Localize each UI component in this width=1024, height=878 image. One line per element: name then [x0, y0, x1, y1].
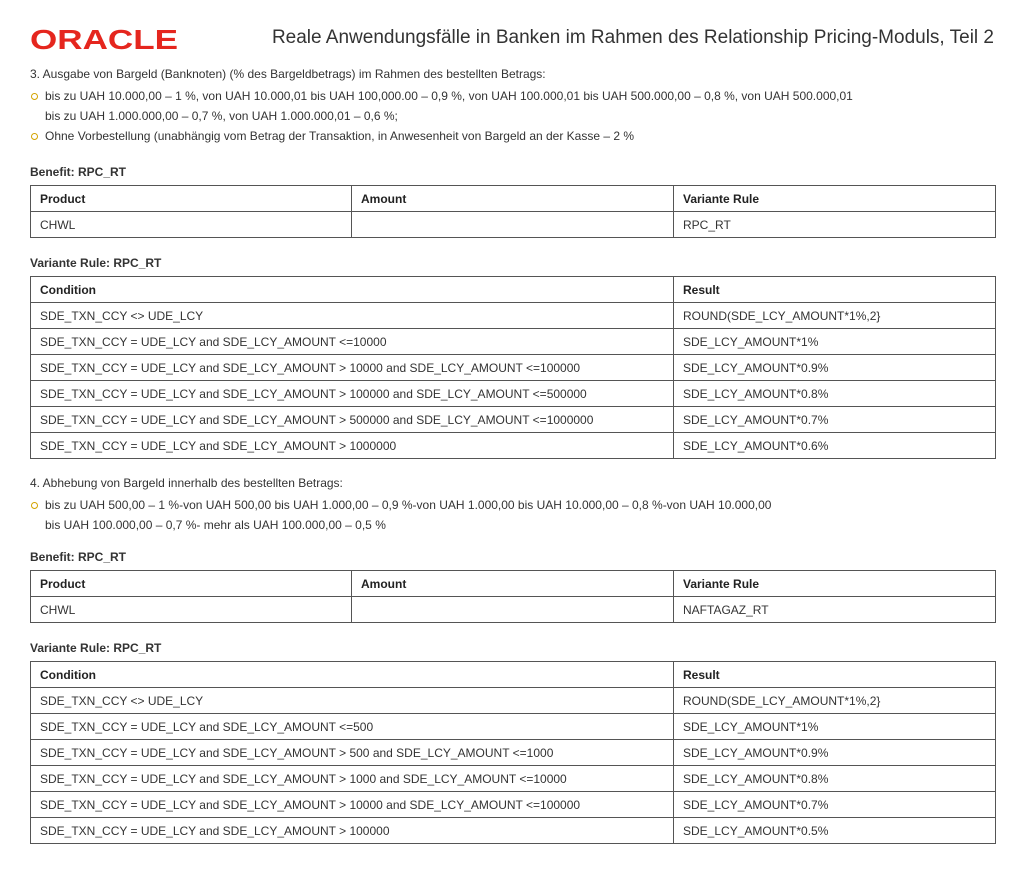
condition-cell: SDE_TXN_CCY = UDE_LCY and SDE_LCY_AMOUNT > 10000 and SDE_LCY_AMOUNT <=100000 [31, 792, 674, 818]
column-header: Condition [31, 277, 674, 303]
bullet-text: bis zu UAH 500,00 – 1 %-von UAH 500,00 bis UAH 1.000,00 – 0,9 %-von UAH 1.000,00 bis UAH 10.000,00 – 0,8 %-von UAH 10.000,00 [45, 498, 772, 512]
benefit-title: Benefit: RPC_RT [30, 550, 127, 564]
result-cell: SDE_LCY_AMOUNT*0.7% [674, 792, 996, 818]
column-header: Condition [31, 662, 674, 688]
bullet-circle-icon [31, 93, 38, 100]
column-header: Result [674, 662, 996, 688]
table-row [31, 355, 996, 381]
table-row [31, 792, 996, 818]
table-row [31, 597, 996, 623]
result-cell: SDE_LCY_AMOUNT*1% [674, 714, 996, 740]
table-row [31, 766, 996, 792]
result-cell: ROUND(SDE_LCY_AMOUNT*1%,2} [674, 303, 996, 329]
column-header: Variante Rule [674, 571, 996, 597]
table-header-row [31, 571, 996, 597]
rule-title: Variante Rule: RPC_RT [30, 641, 162, 655]
table-row [31, 818, 996, 844]
table-header-row [31, 277, 996, 303]
list-item [30, 86, 995, 126]
rule-title: Variante Rule: RPC_RT [30, 256, 162, 270]
bullet-text: bis UAH 100.000,00 – 0,7 %- mehr als UAH 100.000,00 – 0,5 % [45, 518, 386, 532]
section-3-bullets [30, 86, 995, 146]
list-item [30, 495, 995, 535]
condition-cell: SDE_TXN_CCY = UDE_LCY and SDE_LCY_AMOUNT > 1000 and SDE_LCY_AMOUNT <=10000 [31, 766, 674, 792]
condition-cell: SDE_TXN_CCY <> UDE_LCY [31, 303, 674, 329]
condition-cell: SDE_TXN_CCY = UDE_LCY and SDE_LCY_AMOUNT <=500 [31, 714, 674, 740]
bullet-text: Ohne Vorbestellung (unabhängig vom Betrag der Transaktion, in Anwesenheit von Bargeld an der Kasse – 2 % [45, 129, 635, 143]
bullet-circle-icon [31, 502, 38, 509]
column-header: Amount [352, 186, 674, 212]
bullet-text: bis zu UAH 1.000.000,00 – 0,7 %, von UAH 1.000.000,01 – 0,6 %; [45, 109, 398, 123]
table-row [31, 407, 996, 433]
column-header: Product [31, 186, 352, 212]
table-row [31, 212, 996, 238]
column-header: Product [31, 571, 352, 597]
bullet-text: bis zu UAH 10.000,00 – 1 %, von UAH 10.000,01 bis UAH 100,000.00 – 0,9 %, von UAH 100.000,01 bis UAH 500.000,00 – 0,8 %, von UAH 500.000,01 [45, 89, 853, 103]
table-cell [352, 597, 674, 623]
oracle-logo-mark [30, 24, 180, 54]
condition-cell: SDE_TXN_CCY = UDE_LCY and SDE_LCY_AMOUNT > 500 and SDE_LCY_AMOUNT <=1000 [31, 740, 674, 766]
condition-cell: SDE_TXN_CCY = UDE_LCY and SDE_LCY_AMOUNT > 10000 and SDE_LCY_AMOUNT <=100000 [31, 355, 674, 381]
bullet-circle-icon [31, 133, 38, 140]
benefit-title: Benefit: RPC_RT [30, 165, 127, 179]
svg-text:ORACLE: ORACLE [30, 24, 178, 54]
list-item [30, 126, 995, 146]
result-cell: SDE_LCY_AMOUNT*0.7% [674, 407, 996, 433]
rule-table [30, 276, 996, 459]
section-3-heading: 3. Ausgabe von Bargeld (Banknoten) (% des Bargeldbetrags) im Rahmen des bestellten Betrags: [30, 67, 546, 81]
table-row [31, 303, 996, 329]
result-cell: ROUND(SDE_LCY_AMOUNT*1%,2} [674, 688, 996, 714]
table-cell: CHWL [31, 597, 352, 623]
table-row [31, 433, 996, 459]
oracle-logo [30, 24, 180, 54]
result-cell: SDE_LCY_AMOUNT*0.8% [674, 766, 996, 792]
table-row [31, 381, 996, 407]
section-4-bullets [30, 495, 995, 535]
benefit-table [30, 570, 996, 623]
condition-cell: SDE_TXN_CCY = UDE_LCY and SDE_LCY_AMOUNT <=10000 [31, 329, 674, 355]
table-row [31, 329, 996, 355]
condition-cell: SDE_TXN_CCY <> UDE_LCY [31, 688, 674, 714]
result-cell: SDE_LCY_AMOUNT*1% [674, 329, 996, 355]
result-cell: SDE_LCY_AMOUNT*0.8% [674, 381, 996, 407]
table-row [31, 714, 996, 740]
table-cell [352, 212, 674, 238]
table-header-row [31, 186, 996, 212]
result-cell: SDE_LCY_AMOUNT*0.9% [674, 355, 996, 381]
result-cell: SDE_LCY_AMOUNT*0.6% [674, 433, 996, 459]
section-4-heading: 4. Abhebung von Bargeld innerhalb des bestellten Betrags: [30, 476, 343, 490]
page-title: Reale Anwendungsfälle in Banken im Rahmen des Relationship Pricing-Moduls, Teil 2 [271, 27, 994, 48]
condition-cell: SDE_TXN_CCY = UDE_LCY and SDE_LCY_AMOUNT > 100000 and SDE_LCY_AMOUNT <=500000 [31, 381, 674, 407]
benefit-table [30, 185, 996, 238]
result-cell: SDE_LCY_AMOUNT*0.9% [674, 740, 996, 766]
column-header: Amount [352, 571, 674, 597]
table-cell: NAFTAGAZ_RT [674, 597, 996, 623]
table-cell: CHWL [31, 212, 352, 238]
condition-cell: SDE_TXN_CCY = UDE_LCY and SDE_LCY_AMOUNT > 1000000 [31, 433, 674, 459]
table-cell: RPC_RT [674, 212, 996, 238]
result-cell: SDE_LCY_AMOUNT*0.5% [674, 818, 996, 844]
table-header-row [31, 662, 996, 688]
rule-table [30, 661, 996, 844]
column-header: Variante Rule [674, 186, 996, 212]
condition-cell: SDE_TXN_CCY = UDE_LCY and SDE_LCY_AMOUNT > 500000 and SDE_LCY_AMOUNT <=1000000 [31, 407, 674, 433]
condition-cell: SDE_TXN_CCY = UDE_LCY and SDE_LCY_AMOUNT > 100000 [31, 818, 674, 844]
table-row [31, 740, 996, 766]
column-header: Result [674, 277, 996, 303]
document-body [30, 66, 995, 844]
table-row [31, 688, 996, 714]
